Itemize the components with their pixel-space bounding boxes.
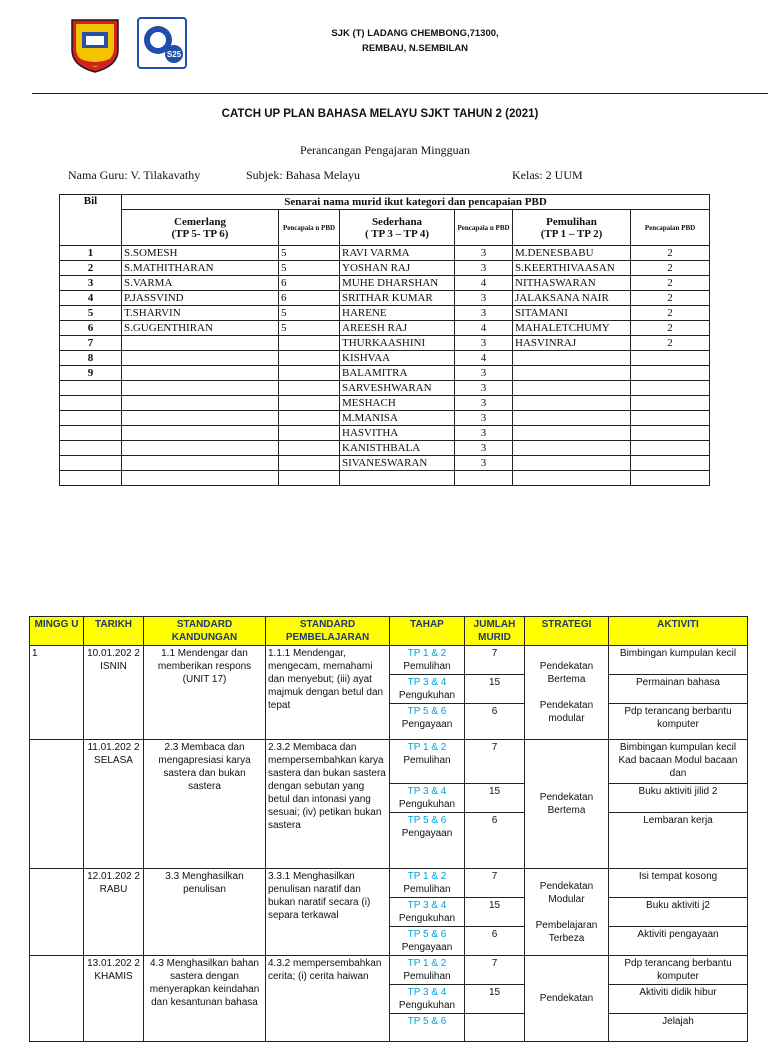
plan-header-cell: STANDARD KANDUNGAN bbox=[144, 617, 266, 646]
table-row bbox=[60, 411, 710, 426]
student-count-cell: 15 bbox=[465, 675, 525, 704]
week-cell bbox=[30, 869, 84, 956]
cemerlang-pbd bbox=[279, 411, 340, 426]
strategy-cell: Pendekatan bbox=[525, 956, 609, 1042]
activity-cell: Pdp terancang berbantu komputer bbox=[609, 956, 748, 985]
level-cell bbox=[390, 869, 465, 898]
school-line-2: REMBAU, N.SEMBILAN bbox=[361, 43, 469, 54]
sederhana-name bbox=[340, 471, 455, 486]
table-row bbox=[60, 426, 710, 441]
strategy-cell: Pendekatan Modular Pembelajaran Terbeza bbox=[525, 869, 609, 956]
level-label: Pengayaan bbox=[401, 828, 453, 839]
pemulihan-name bbox=[513, 411, 631, 426]
level-label: Pengukuhan bbox=[398, 799, 456, 810]
pemulihan-name bbox=[513, 351, 631, 366]
cemerlang-pbd: 5 bbox=[279, 261, 340, 276]
plan-header-cell: STRATEGI bbox=[525, 617, 609, 646]
bil-cell bbox=[60, 441, 122, 456]
table-row bbox=[60, 276, 710, 291]
subject-name: Subjek: Bahasa Melayu bbox=[246, 168, 360, 182]
bil-cell: 6 bbox=[60, 321, 122, 336]
bil-cell bbox=[60, 411, 122, 426]
table-row bbox=[60, 441, 710, 456]
sederhana-name: KANISTHBALA bbox=[340, 441, 455, 456]
pemulihan-pbd bbox=[631, 471, 710, 486]
table-row bbox=[60, 321, 710, 336]
level-tp: TP 1 & 2 bbox=[407, 648, 447, 659]
pemulihan-pbd: 2 bbox=[631, 246, 710, 261]
bil-cell: 8 bbox=[60, 351, 122, 366]
sederhana-pbd: 4 bbox=[455, 351, 513, 366]
ministry-logo-text: S25 bbox=[166, 50, 182, 59]
level-tp: TP 1 & 2 bbox=[407, 871, 447, 882]
standard-pembelajaran-cell: 2.3.2 Membaca dan mempersembahkan karya sastera dan bukan sastera dengan sebutan yang betul dan intonasi yang sesuai; (iv) petikan bukan sastera bbox=[266, 740, 390, 869]
level-tp: TP 5 & 6 bbox=[407, 929, 447, 940]
bil-cell: 7 bbox=[60, 336, 122, 351]
bil-cell: 9 bbox=[60, 366, 122, 381]
level-tp: TP 5 & 6 bbox=[407, 1016, 447, 1027]
level-tp: TP 3 & 4 bbox=[407, 786, 447, 797]
sederhana-pbd: 3 bbox=[455, 291, 513, 306]
standard-pembelajaran-cell: 4.3.2 mempersembahkan cerita; (i) cerita haiwan bbox=[266, 956, 390, 1042]
pemulihan-pbd-header: Pencapaian PBD bbox=[631, 210, 710, 246]
student-count-cell: 7 bbox=[465, 869, 525, 898]
bil-cell: 1 bbox=[60, 246, 122, 261]
plan-header-cell: TAHAP bbox=[390, 617, 465, 646]
cemerlang-name: S.MATHITHARAN bbox=[122, 261, 279, 276]
bil-cell: 3 bbox=[60, 276, 122, 291]
cemerlang-pbd bbox=[279, 456, 340, 471]
student-count-cell: 7 bbox=[465, 956, 525, 985]
level-cell bbox=[390, 1014, 465, 1042]
level-label: Pengukuhan bbox=[398, 913, 456, 924]
plan-row bbox=[30, 740, 748, 784]
sederhana-name: HASVITHA bbox=[340, 426, 455, 441]
bil-header: Bil bbox=[60, 195, 122, 246]
sederhana-name: KISHVAA bbox=[340, 351, 455, 366]
strategy-cell: Pendekatan Bertema Pendekatan modular bbox=[525, 646, 609, 740]
cemerlang-pbd: 6 bbox=[279, 291, 340, 306]
sederhana-name: THURKAASHINI bbox=[340, 336, 455, 351]
bil-cell: 2 bbox=[60, 261, 122, 276]
cemerlang-name bbox=[122, 441, 279, 456]
cemerlang-name bbox=[122, 336, 279, 351]
cemerlang-pbd: 6 bbox=[279, 276, 340, 291]
cemerlang-name bbox=[122, 396, 279, 411]
level-cell bbox=[390, 813, 465, 869]
cemerlang-name: S.GUGENTHIRAN bbox=[122, 321, 279, 336]
student-count-cell: 6 bbox=[465, 927, 525, 956]
cemerlang-pbd: 5 bbox=[279, 306, 340, 321]
sederhana-name: MUHE DHARSHAN bbox=[340, 276, 455, 291]
table-row bbox=[60, 456, 710, 471]
pemulihan-pbd bbox=[631, 366, 710, 381]
level-tp: TP 1 & 2 bbox=[407, 742, 447, 753]
pemulihan-pbd: 2 bbox=[631, 306, 710, 321]
pemulihan-pbd: 2 bbox=[631, 321, 710, 336]
standard-kandungan-cell: 2.3 Membaca dan mengapresiasi karya sastera dan bukan sastera bbox=[144, 740, 266, 869]
strategy-cell: Pendekatan Bertema bbox=[525, 740, 609, 869]
activity-cell: Aktiviti pengayaan bbox=[609, 927, 748, 956]
sederhana-pbd: 3 bbox=[455, 336, 513, 351]
teacher-name: Nama Guru: V. Tilakavathy bbox=[68, 168, 201, 182]
sederhana-pbd: 3 bbox=[455, 456, 513, 471]
student-count-cell: 15 bbox=[465, 898, 525, 927]
pemulihan-pbd bbox=[631, 426, 710, 441]
table-row bbox=[60, 381, 710, 396]
pemulihan-name bbox=[513, 471, 631, 486]
cemerlang-pbd: 5 bbox=[279, 246, 340, 261]
cemerlang-name bbox=[122, 456, 279, 471]
date-cell: 10.01.202 2 ISNIN bbox=[84, 646, 144, 740]
student-count-cell bbox=[465, 1014, 525, 1042]
table-row bbox=[60, 396, 710, 411]
level-cell bbox=[390, 675, 465, 704]
student-count-cell: 7 bbox=[465, 646, 525, 675]
pemulihan-name: HASVINRAJ bbox=[513, 336, 631, 351]
pemulihan-name: MAHALETCHUMY bbox=[513, 321, 631, 336]
sederhana-name: SARVESHWARAN bbox=[340, 381, 455, 396]
sederhana-pbd: 3 bbox=[455, 366, 513, 381]
standard-kandungan-cell: 4.3 Menghasilkan bahan sastera dengan menyerapkan keindahan dan kesantunan bahasa bbox=[144, 956, 266, 1042]
pemulihan-name: M.DENESBABU bbox=[513, 246, 631, 261]
weekly-plan-table bbox=[29, 616, 748, 1042]
bil-cell bbox=[60, 471, 122, 486]
pemulihan-name: NITHASWARAN bbox=[513, 276, 631, 291]
plan-header-cell: TARIKH bbox=[84, 617, 144, 646]
sederhana-name: MESHACH bbox=[340, 396, 455, 411]
pemulihan-pbd: 2 bbox=[631, 276, 710, 291]
activity-cell: Bimbingan kumpulan kecil bbox=[609, 646, 748, 675]
sederhana-name: BALAMITRA bbox=[340, 366, 455, 381]
student-count-cell: 15 bbox=[465, 784, 525, 813]
sederhana-name: RAVI VARMA bbox=[340, 246, 455, 261]
date-cell: 11.01.202 2 SELASA bbox=[84, 740, 144, 869]
pemulihan-header: Pemulihan (TP 1 – TP 2) bbox=[513, 210, 631, 246]
bil-cell bbox=[60, 396, 122, 411]
student-count-cell: 7 bbox=[465, 740, 525, 784]
sederhana-pbd: 3 bbox=[455, 441, 513, 456]
plan-header-cell: MINGG U bbox=[30, 617, 84, 646]
table-row bbox=[60, 366, 710, 381]
cemerlang-name bbox=[122, 381, 279, 396]
plan-row bbox=[30, 646, 748, 675]
sederhana-name: SRITHAR KUMAR bbox=[340, 291, 455, 306]
activity-cell: Buku aktiviti j2 bbox=[609, 898, 748, 927]
level-label: Pemulihan bbox=[403, 661, 451, 672]
sederhana-pbd: 4 bbox=[455, 321, 513, 336]
table-row bbox=[60, 336, 710, 351]
sederhana-pbd-header: Pencapaia n PBD bbox=[455, 210, 513, 246]
plan-row bbox=[30, 869, 748, 898]
document-subtitle: Perancangan Pengajaran Mingguan bbox=[300, 143, 470, 157]
cemerlang-name: T.SHARVIN bbox=[122, 306, 279, 321]
week-cell bbox=[30, 740, 84, 869]
date-cell: 13.01.202 2 KHAMIS bbox=[84, 956, 144, 1042]
table-row bbox=[60, 291, 710, 306]
level-cell bbox=[390, 704, 465, 740]
bil-cell: 5 bbox=[60, 306, 122, 321]
table-row bbox=[60, 246, 710, 261]
activity-cell: Permainan bahasa bbox=[609, 675, 748, 704]
level-cell bbox=[390, 898, 465, 927]
pemulihan-pbd bbox=[631, 381, 710, 396]
sederhana-name: AREESH RAJ bbox=[340, 321, 455, 336]
sederhana-name: SIVANESWARAN bbox=[340, 456, 455, 471]
activity-cell: Pdp terancang berbantu komputer bbox=[609, 704, 748, 740]
pemulihan-name bbox=[513, 366, 631, 381]
cemerlang-pbd-header: Pencapaia n PBD bbox=[279, 210, 340, 246]
pbd-student-table bbox=[59, 194, 710, 486]
standard-pembelajaran-cell: 1.1.1 Mendengar, mengecam, memahami dan menyebut; (iii) ayat majmuk dengan betul dan tepat bbox=[266, 646, 390, 740]
cemerlang-pbd bbox=[279, 441, 340, 456]
level-tp: TP 3 & 4 bbox=[407, 987, 447, 998]
bil-cell bbox=[60, 381, 122, 396]
level-label: Pengukuhan bbox=[398, 1000, 456, 1011]
level-tp: TP 5 & 6 bbox=[407, 815, 447, 826]
standard-kandungan-cell: 1.1 Mendengar dan memberikan respons (UNIT 17) bbox=[144, 646, 266, 740]
sederhana-pbd: 3 bbox=[455, 426, 513, 441]
pemulihan-name: JALAKSANA NAIR bbox=[513, 291, 631, 306]
school-address bbox=[250, 26, 580, 56]
level-cell bbox=[390, 927, 465, 956]
week-cell bbox=[30, 956, 84, 1042]
pemulihan-pbd: 2 bbox=[631, 291, 710, 306]
standard-pembelajaran-cell: 3.3.1 Menghasilkan penulisan naratif dan bukan naratif secara (i) separa terkawal bbox=[266, 869, 390, 956]
ministry-logo bbox=[136, 16, 188, 70]
sederhana-pbd: 3 bbox=[455, 246, 513, 261]
level-cell bbox=[390, 646, 465, 675]
plan-header-cell: STANDARD PEMBELAJARAN bbox=[266, 617, 390, 646]
activity-cell: Buku aktiviti jilid 2 bbox=[609, 784, 748, 813]
sederhana-header: Sederhana ( TP 3 – TP 4) bbox=[340, 210, 455, 246]
cemerlang-pbd: 5 bbox=[279, 321, 340, 336]
cemerlang-name bbox=[122, 351, 279, 366]
activity-cell: Bimbingan kumpulan kecil Kad bacaan Modul bacaan dan bbox=[609, 740, 748, 784]
cemerlang-pbd bbox=[279, 336, 340, 351]
sederhana-name: YOSHAN RAJ bbox=[340, 261, 455, 276]
pemulihan-name: S.KEERTHIVAASAN bbox=[513, 261, 631, 276]
sederhana-pbd: 3 bbox=[455, 261, 513, 276]
cemerlang-name bbox=[122, 366, 279, 381]
pemulihan-pbd bbox=[631, 396, 710, 411]
cemerlang-name: S.SOMESH bbox=[122, 246, 279, 261]
header-divider bbox=[32, 93, 768, 94]
sederhana-pbd: 3 bbox=[455, 396, 513, 411]
group-header: Senarai nama murid ikut kategori dan pencapaian PBD bbox=[122, 195, 710, 210]
pemulihan-pbd bbox=[631, 456, 710, 471]
school-crest-logo bbox=[68, 16, 122, 74]
pemulihan-name: SITAMANI bbox=[513, 306, 631, 321]
student-count-cell: 15 bbox=[465, 985, 525, 1014]
level-cell bbox=[390, 956, 465, 985]
sederhana-pbd: 3 bbox=[455, 381, 513, 396]
bil-cell: 4 bbox=[60, 291, 122, 306]
sederhana-pbd: 3 bbox=[455, 306, 513, 321]
cemerlang-name: P.JASSVIND bbox=[122, 291, 279, 306]
level-label: Pengukuhan bbox=[398, 690, 456, 701]
pemulihan-name bbox=[513, 381, 631, 396]
sederhana-pbd: 3 bbox=[455, 411, 513, 426]
sederhana-name: M.MANISA bbox=[340, 411, 455, 426]
cemerlang-pbd bbox=[279, 381, 340, 396]
cemerlang-pbd bbox=[279, 426, 340, 441]
activity-cell: Jelajah bbox=[609, 1014, 748, 1042]
table-row bbox=[60, 261, 710, 276]
level-label: Pemulihan bbox=[403, 755, 451, 766]
sederhana-pbd: 4 bbox=[455, 276, 513, 291]
class-name: Kelas: 2 UUM bbox=[512, 168, 583, 182]
bil-cell bbox=[60, 426, 122, 441]
table-row bbox=[60, 306, 710, 321]
level-label: Pengayaan bbox=[401, 942, 453, 953]
bil-cell bbox=[60, 456, 122, 471]
week-cell: 1 bbox=[30, 646, 84, 740]
level-label: Pemulihan bbox=[403, 884, 451, 895]
level-label: Pemulihan bbox=[403, 971, 451, 982]
activity-cell: Aktiviti didik hibur bbox=[609, 985, 748, 1014]
student-count-cell: 6 bbox=[465, 813, 525, 869]
level-label: Pengayaan bbox=[401, 719, 453, 730]
activity-cell: Isi tempat kosong bbox=[609, 869, 748, 898]
school-line-1: SJK (T) LADANG CHEMBONG,71300, bbox=[331, 28, 499, 39]
sederhana-pbd bbox=[455, 471, 513, 486]
level-cell bbox=[390, 985, 465, 1014]
level-cell bbox=[390, 740, 465, 784]
cemerlang-pbd bbox=[279, 351, 340, 366]
cemerlang-name bbox=[122, 426, 279, 441]
pemulihan-pbd bbox=[631, 351, 710, 366]
plan-header-cell: JUMLAH MURID bbox=[465, 617, 525, 646]
pemulihan-pbd: 2 bbox=[631, 336, 710, 351]
level-cell bbox=[390, 784, 465, 813]
cemerlang-pbd bbox=[279, 366, 340, 381]
cemerlang-header: Cemerlang (TP 5- TP 6) bbox=[122, 210, 279, 246]
level-tp: TP 1 & 2 bbox=[407, 958, 447, 969]
plan-row bbox=[30, 956, 748, 985]
student-count-cell: 6 bbox=[465, 704, 525, 740]
pemulihan-pbd: 2 bbox=[631, 261, 710, 276]
level-tp: TP 3 & 4 bbox=[407, 677, 447, 688]
cemerlang-pbd bbox=[279, 471, 340, 486]
cemerlang-name bbox=[122, 411, 279, 426]
pemulihan-name bbox=[513, 396, 631, 411]
pemulihan-pbd bbox=[631, 411, 710, 426]
pemulihan-name bbox=[513, 426, 631, 441]
cemerlang-name: S.VARMA bbox=[122, 276, 279, 291]
cemerlang-name bbox=[122, 471, 279, 486]
pemulihan-pbd bbox=[631, 441, 710, 456]
sederhana-name: HARENE bbox=[340, 306, 455, 321]
pemulihan-name bbox=[513, 456, 631, 471]
level-tp: TP 5 & 6 bbox=[407, 706, 447, 717]
activity-cell: Lembaran kerja bbox=[609, 813, 748, 869]
standard-kandungan-cell: 3.3 Menghasilkan penulisan bbox=[144, 869, 266, 956]
date-cell: 12.01.202 2 RABU bbox=[84, 869, 144, 956]
plan-header-cell: AKTIVITI bbox=[609, 617, 748, 646]
table-row bbox=[60, 471, 710, 486]
level-tp: TP 3 & 4 bbox=[407, 900, 447, 911]
document-title: CATCH UP PLAN BAHASA MELAYU SJKT TAHUN 2 (2021) bbox=[221, 108, 539, 120]
pemulihan-name bbox=[513, 441, 631, 456]
cemerlang-pbd bbox=[279, 396, 340, 411]
table-row bbox=[60, 351, 710, 366]
